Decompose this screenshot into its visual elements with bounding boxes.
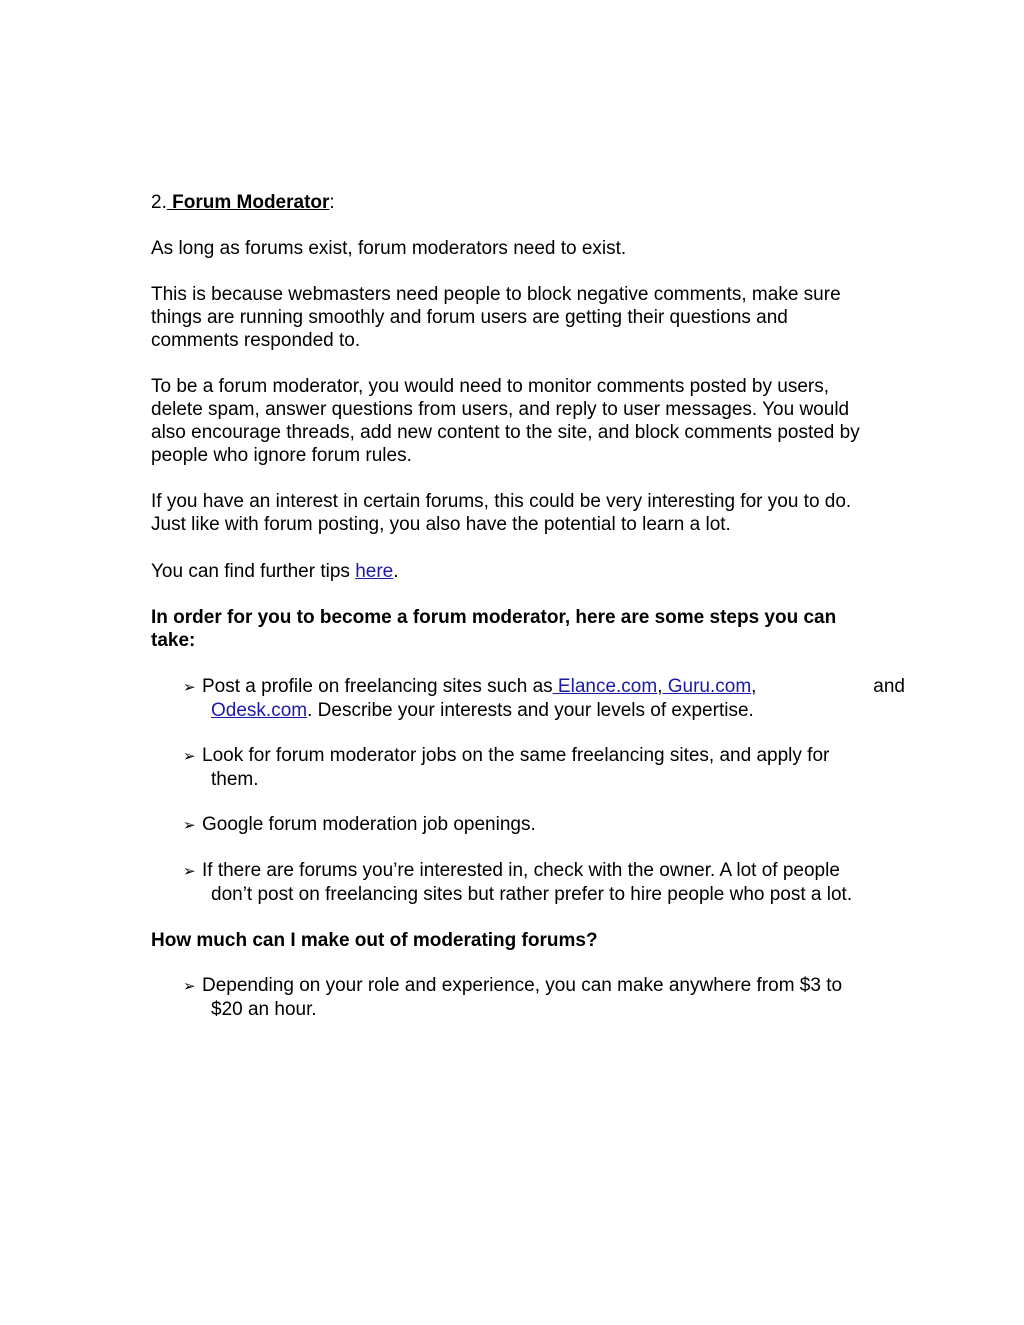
paragraph-duties <box>151 375 911 467</box>
paragraph-line: Just like with forum posting, you also have the potential to learn a lot. <box>151 514 731 535</box>
steps-heading <box>151 606 911 652</box>
paragraph-line: people who ignore forum rules. <box>151 445 412 466</box>
paragraph-intro: As long as forums exist, forum moderators need to exist. <box>151 238 627 259</box>
paragraph-tips <box>151 560 911 583</box>
step-item-owner <box>183 859 905 906</box>
step-line <box>183 859 905 883</box>
step-line <box>183 813 905 837</box>
step-line <box>183 744 905 768</box>
odesk-link[interactable]: Odesk.com <box>211 700 308 721</box>
paragraph-line: also encourage threads, add new content to the site, and block comments posted by <box>151 422 860 443</box>
step-item-look-jobs <box>183 744 905 791</box>
step-item-profile <box>183 675 905 722</box>
step-text: Post a profile on freelancing sites such as <box>202 676 553 697</box>
section-number: 2. <box>151 192 167 213</box>
paragraph-interest <box>151 490 911 536</box>
section-title: Forum Moderator <box>166 192 330 213</box>
paragraph-line: comments responded to. <box>151 330 361 351</box>
step-text: . Describe your interests and your levels of expertise. <box>307 700 754 721</box>
earnings-item <box>183 974 905 1021</box>
arrow-bullet-icon: ➢ <box>183 816 196 834</box>
step-item-google <box>183 813 905 837</box>
earnings-heading: How much can I make out of moderating forums? <box>151 930 598 951</box>
step-text: Look for forum moderator jobs on the same freelancing sites, and apply for <box>202 745 830 766</box>
step-comma: , <box>751 676 757 697</box>
step-line: don’t post on freelancing sites but rather prefer to hire people who post a lot. <box>211 884 853 905</box>
step-line: them. <box>211 769 259 790</box>
arrow-bullet-icon: ➢ <box>183 862 196 880</box>
tips-here-link[interactable]: here <box>355 561 394 582</box>
step-text: Depending on your role and experience, you can make anywhere from $3 to <box>202 975 843 996</box>
steps-heading-line: In order for you to become a forum moderator, here are some steps you can <box>151 607 837 628</box>
section-heading <box>151 191 911 214</box>
step-line: $20 an hour. <box>211 999 317 1020</box>
paragraph-line: This is because webmasters need people to block negative comments, make sure <box>151 284 841 305</box>
step-text: Google forum moderation job openings. <box>202 814 536 835</box>
paragraph-reason <box>151 283 911 352</box>
step-line <box>183 675 905 699</box>
step-text: If there are forums you’re interested in, check with the owner. A lot of people <box>202 860 840 881</box>
arrow-bullet-icon: ➢ <box>183 977 196 995</box>
arrow-bullet-icon: ➢ <box>183 678 196 696</box>
tips-suffix: . <box>393 561 399 582</box>
section-colon: : <box>329 192 335 213</box>
paragraph-line: To be a forum moderator, you would need to monitor comments posted by users, <box>151 376 830 397</box>
paragraph-line: If you have an interest in certain forums, this could be very interesting for you to do. <box>151 491 852 512</box>
paragraph-line: delete spam, answer questions from users, and reply to user messages. You would <box>151 399 850 420</box>
paragraph-line: things are running smoothly and forum users are getting their questions and <box>151 307 788 328</box>
step-line <box>183 699 905 722</box>
arrow-bullet-icon: ➢ <box>183 747 196 765</box>
step-and-word: and <box>873 676 905 697</box>
steps-heading-line: take: <box>151 630 196 651</box>
tips-prefix: You can find further tips <box>151 561 356 582</box>
guru-link[interactable]: Guru.com <box>662 676 752 697</box>
elance-link[interactable]: Elance.com <box>552 676 658 697</box>
step-line <box>183 974 905 998</box>
step-separator: , <box>657 676 663 697</box>
